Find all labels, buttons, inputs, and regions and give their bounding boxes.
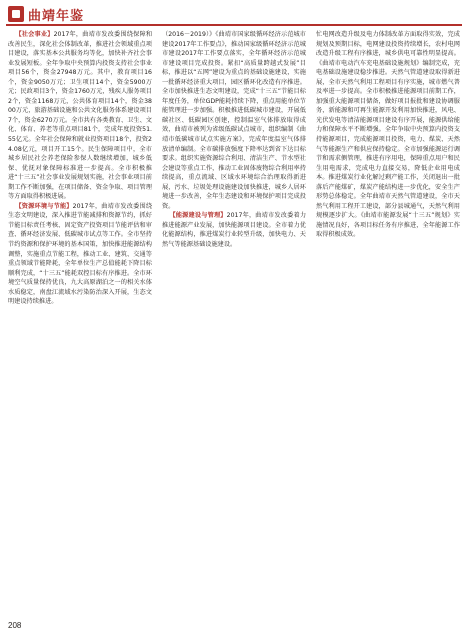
yearbook-title: 曲靖年鉴 <box>28 9 85 24</box>
paragraph <box>8 202 152 307</box>
text-column-3 <box>316 30 460 620</box>
paragraph <box>162 30 306 211</box>
paragraph-text: 忙电网改造升级及电力体制改革方面取得实效，完成规划及预期目标，电网建设投资持续增长，农村电网改造升级工程有序推进，城乡供电可靠性明显提高。《曲靖市电动汽车充电基础设施规划》编制完成，充电基础设施建设稳步推进。天然气管道建设取得新进展，全市天然气利用工程项目有序实施，城市燃气普及率进一步提高。全市积极推进能源项目前期工作，加强重大能源项目储备，做好项目报批和建设协调服务，新能源和可再生能源开发利用加快推进，风电、光伏发电等清洁能源项目建设有序开展，能源供给能力和保障水平不断增强。全年争取中央预算内投资支持能源项目，完成能源项目投资，电力、煤炭、天然气等能源生产和供应保持稳定。全市加强能源运行调节和需求侧管理，推进有序用电，保障重点用户和民生用电需求，完成电力直接交易，降低企业用电成本。推进煤炭行业化解过剩产能工作，关闭退出一批落后产能煤矿，煤炭产能结构进一步优化，安全生产形势总体稳定。全年曲靖市天然气管道建设，全市天然气利用工程开工建设，部分县城通气，天然气利用规模逐步扩大。《曲靖市能源发展“十三五”规划》实施情况良好，各项目标任务有序推进，全年能源工作取得积极成效。 <box>316 31 460 239</box>
yearbook-logo-icon <box>8 6 24 22</box>
paragraph-text: 2017年，曲靖市发改委围绕保障和改善民生，深化社会体制改革，推进社会领域重点项目建设，落实基本公共服务均等化，加快补齐社会事业发展短板。全年争取中央预算内投资支持社会事业项目56个，资金27948万元。其中，教育项目16个，资金9050万元；卫生项目14个，资金5900万元；民政项目3个，资金1760万元，残疾人服务项目2个，资金1168万元，公共体育项目14个，资金3800万元，旅游基础设施和公共文化服务体系建设项目7个，资金6270万元。全市共有各类教育、卫生、文化、体育、养老等重点项目81个，完成年度投资51.55亿元。全年社会保障和就业投资项目18个，投资24.08亿元，项目开工15个。民生保障项目中，全市城乡居民社会养老保险参保人数继续增加，城乡低保、优抚对象保障标准进一步提高。全市积极推进“十三五”社会事业发展规划实施，社会事业项目前期工作不断加强，在项目储备、资金争取、项目管理等方面取得积极进展。 <box>8 31 152 201</box>
section-heading: 【社会事业】 <box>15 31 54 38</box>
paragraph-text: （2016－2019）》《曲靖市国家级循环经济示范城市建设2017年工作要点》，推动国家级循环经济示范城市建设2017年工作要点落实，全年循环经济示范城市建设项目完成投资。紧扣“高质量跨越式发展”目标，推进以“五网”建设为重点的基础设施建设，实施一批循环经济重大项目，园区循环化改造有序推进。全市加快推进生态文明建设，完成“十三五”节能目标年度任务，单位GDP能耗持续下降，重点用能单位节能管理进一步加强。积极推进低碳城市建设，开展低碳社区、低碳园区创建，控制温室气体排放取得成效，曲靖市被列为省级低碳试点城市，组织编制《曲靖市低碳城市试点实施方案》，完成年度温室气体排放清单编制。全市碳排放强度下降率达到省下达目标要求。组织实施资源综合利用、清洁生产、节水型社会建设等重点工作，推动工业固体废物综合利用率持续提高，重点流域、区域水环境综合治理取得新进展，污水、垃圾处理设施建设加快推进，城乡人居环境进一步改善，全年生态建设和环境保护项目完成投资。 <box>162 31 306 210</box>
paragraph <box>162 211 306 249</box>
section-heading: 【能源建设与管理】 <box>169 212 227 220</box>
paragraph <box>8 30 152 202</box>
text-column-2 <box>162 30 306 620</box>
page-header <box>0 0 468 30</box>
section-heading: 【资源环境与节能】 <box>15 202 73 210</box>
header-divider <box>6 24 462 26</box>
paragraph-text: 2017年，曲靖市发改委着力推进能源产业发展，加快能源项目建设。全市着力优化能源结构，推进煤炭行业转型升级，加快电力、天然气等能源基础设施建设。 <box>162 212 306 249</box>
paragraph-text: 2017年，曲靖市发改委围绕生态文明建设，深入推进节能减排和资源节约，抓好节能目标责任考核、固定资产投资项目节能评估和审查、循环经济发展、低碳城市试点等工作。全市坚持节约资源和保护环境的基本国策，加快推进能源结构调整，实施重点节能工程，推动工业、建筑、交通等重点领域节能降耗，全年单位生产总值能耗下降目标顺利完成，“十三五”能耗双控目标有序推进。全市环境空气质量保持优良，九大高原湖泊之一的相关水体水质稳定，南盘江流域水污染防治深入开展，生态文明建设持续推进。 <box>8 202 152 306</box>
text-column-1 <box>8 30 152 620</box>
page-number: 208 <box>8 621 22 630</box>
article-body <box>8 30 460 620</box>
paragraph <box>316 30 460 240</box>
